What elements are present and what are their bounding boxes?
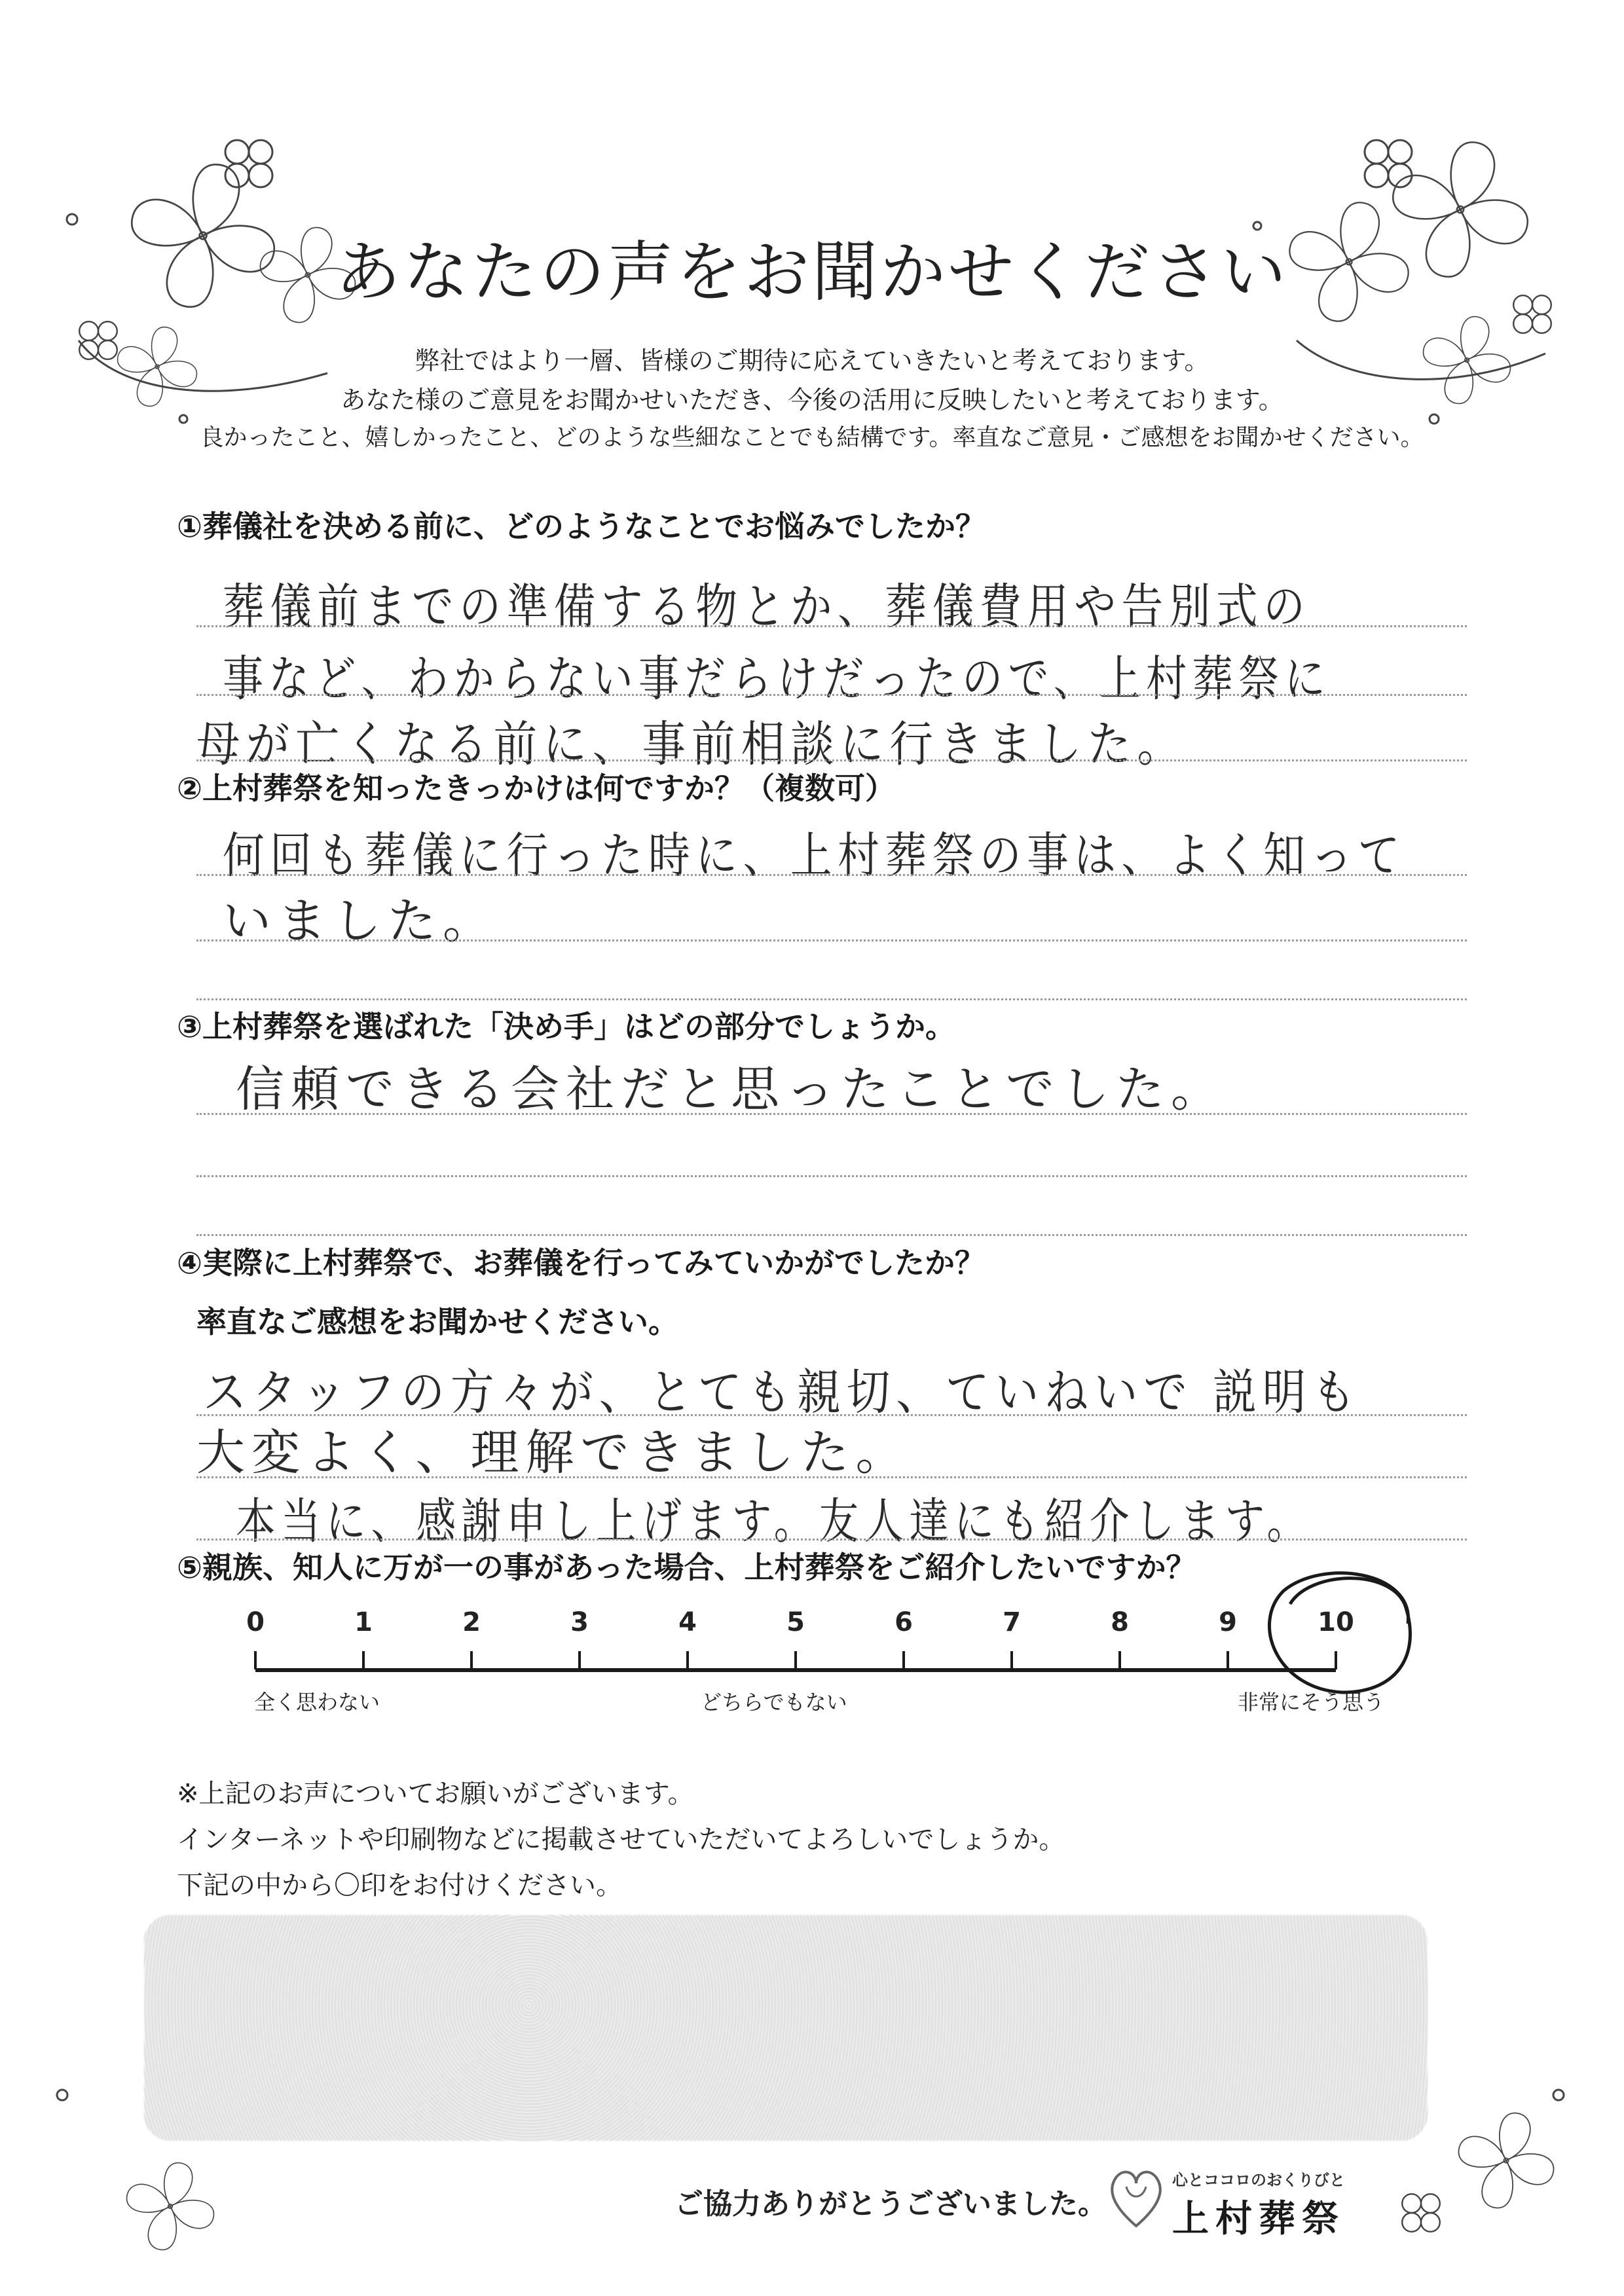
scale-right-label: 非常にそう思う [1238, 1690, 1385, 1715]
thanks-text: ご協力ありがとうございました。 [674, 2187, 1107, 2221]
question-1-answer-line-1: 葬儀前までの準備する物とか、葬儀費用や告別式の [223, 579, 1311, 635]
scale-number-2: 2 [462, 1607, 481, 1637]
question-4-sublabel: 率直なご感想をお聞かせください。 [196, 1304, 678, 1339]
question-1-answer-line-3: 母が亡くなる前に、事前相談に行きました。 [196, 716, 1187, 773]
question-5-label: ⑤親族、知人に万が一の事があった場合、上村葬祭をご紹介したいですか？ [177, 1550, 1196, 1585]
notice-line-3: 下記の中から〇印をお付けください。 [177, 1870, 622, 1901]
scale-middle-label: どちらでもない [701, 1690, 847, 1715]
scale-number-4: 4 [678, 1607, 697, 1637]
selected-value-circle-stroke [1269, 1573, 1410, 1692]
question-2-label: ②上村葬祭を知ったきっかけは何ですか？（複数可） [177, 771, 895, 806]
intro-line-2: あなた様のご意見をお聞かせいただき、今後の活用に反映したいと考えております。 [341, 386, 1283, 414]
scale-number-1: 1 [354, 1607, 373, 1637]
question-4-answer-line-2: 大変よく、理解できました。 [196, 1425, 911, 1481]
question-3-label: ③上村葬祭を選ばれた「決め手」はどの部分でしょうか。 [177, 1009, 955, 1044]
redacted-area [144, 1915, 1428, 2141]
question-2-answer-line-1: 何回も葬儀に行った時に、上村葬祭の事は、よく知って [223, 828, 1405, 884]
scale-number-7: 7 [1003, 1607, 1021, 1637]
scale-number-10: 10 [1318, 1607, 1354, 1637]
scale-number-0: 0 [246, 1607, 265, 1637]
question-4-label: ④実際に上村葬祭で、お葬儀を行ってみていかがでしたか？ [177, 1245, 986, 1281]
notice-line-2: インターネットや印刷物などに掲載させていただいてよろしいでしょうか。 [177, 1825, 1065, 1855]
intro-line-1: 弊社ではより一層、皆様のご期待に応えていきたいと考えております。 [415, 346, 1209, 375]
page-title: あなたの声をお聞かせください [335, 234, 1289, 310]
brand-tagline: 心とココロのおくりびと [1172, 2171, 1345, 2189]
question-4-answer-line-3: 本当に、感謝申し上げます。友人達にも紹介します。 [236, 1493, 1312, 1550]
brand-logo-icon [1107, 2160, 1166, 2232]
question-2-answer-line-2: いました。 [223, 893, 498, 949]
question-3-answer-line-1: 信頼できる会社だと思ったことでした。 [236, 1061, 1226, 1118]
question-1-label: ①葬儀社を決める前に、どのようなことでお悩みでしたか？ [177, 509, 986, 544]
scale-number-3: 3 [570, 1607, 589, 1637]
scale-number-9: 9 [1219, 1607, 1237, 1637]
scale-number-5: 5 [786, 1607, 805, 1637]
question-1-answer-line-2: 事など、わからない事だらけだったので、上村葬祭に [223, 651, 1331, 707]
scale-left-label: 全く思わない [254, 1690, 380, 1715]
brand-name: 上村葬祭 [1172, 2198, 1345, 2240]
intro-line-3: 良かったこと、嬉しかったこと、どのような些細なことでも結構です。率直なご意見・ご感想をお聞かせください。 [200, 424, 1424, 451]
notice-line-1: ※上記のお声についてお願いがございます。 [177, 1779, 694, 1809]
scale-number-6: 6 [895, 1607, 913, 1637]
scale-number-8: 8 [1111, 1607, 1129, 1637]
question-4-answer-line-1: スタッフの方々が、とても親切、ていねいで 説明も [203, 1364, 1361, 1421]
